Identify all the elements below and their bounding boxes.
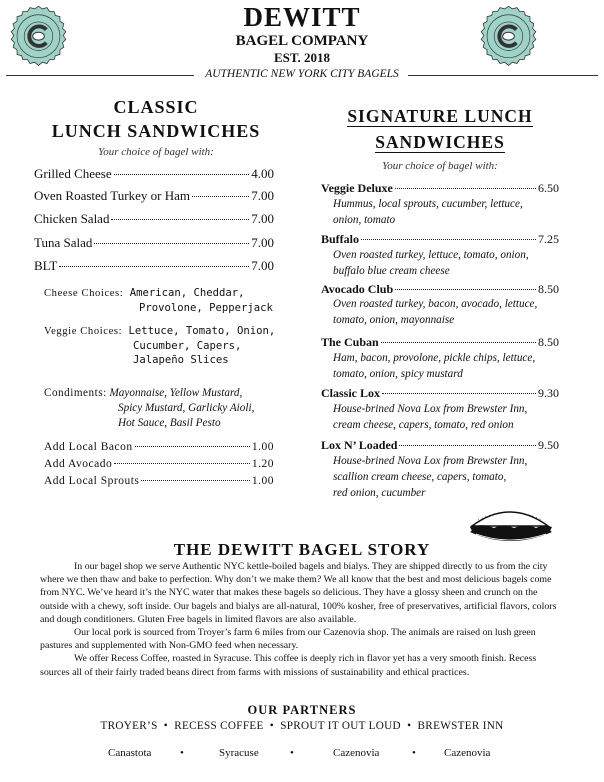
menu-item-price: 7.00: [251, 211, 274, 226]
brand-established: EST. 2018: [273, 50, 331, 65]
addon-item: Add Avocado 1.20: [44, 458, 274, 470]
bagel-sandwich-illustration: [464, 496, 556, 546]
signature-title-line2: SANDWICHES: [375, 132, 505, 152]
menu-item-name: Chicken Salad: [34, 211, 110, 226]
menu-item-description: House-brined Nova Lox from Brewster Inn, scallion cream cheese, capers, tomato, red onion, cucumber: [333, 455, 528, 499]
cheese-choices-label: Cheese Choices:: [44, 288, 124, 299]
veggie-choices-label: Veggie Choices:: [44, 326, 123, 337]
brand-company: BAGEL COMPANY: [235, 33, 369, 49]
classic-subtitle: Your choice of bagel with:: [98, 146, 214, 158]
partner-name: TROYER’S: [100, 720, 158, 732]
menu-item: [34, 258, 274, 274]
menu-item-price: 7.00: [251, 188, 274, 203]
menu-item-name: BLT: [34, 258, 58, 273]
menu-item-name: Tuna Salad: [34, 235, 93, 250]
menu-item-price: 7.00: [251, 258, 274, 273]
menu-item-description: Oven roasted turkey, bacon, avocado, lettuce, tomato, onion, mayonnaise: [333, 298, 538, 326]
story-paragraph: We offer Recess Coffee, roasted in Syracuse. This coffee is deeply rich in flavor yet has a very smooth finish. Recess sources all of their fairly traded beans direct from farms with missions of sustainability and ethical practices.: [40, 653, 537, 678]
partner-location: Cazenovia: [444, 747, 491, 759]
menu-item-description: Oven roasted turkey, lettuce, tomato, onion, buffalo blue cream cheese: [333, 249, 529, 277]
menu-item: Veggie Deluxe 6.50: [321, 181, 559, 195]
menu-item: [34, 235, 274, 251]
classic-title-line1: CLASSIC: [113, 97, 199, 117]
signature-title-line1: SIGNATURE LUNCH: [347, 106, 533, 126]
condiments-label: Condiments:: [44, 387, 107, 399]
menu-item-price: 4.00: [251, 166, 274, 181]
menu-item-description: House-brined Nova Lox from Brewster Inn, cream cheese, capers, tomato, red onion: [333, 403, 528, 431]
menu-item: Buffalo 7.25: [321, 232, 559, 246]
menu-item-description: Ham, bacon, provolone, pickle chips, lettuce, tomato, onion, spicy mustard: [333, 352, 536, 380]
story-title: THE DEWITT BAGEL STORY: [173, 540, 431, 559]
menu-item-name: Grilled Cheese: [34, 166, 112, 181]
addon-item: Add Local Bacon 1.00: [44, 441, 274, 453]
partner-location: Canastota: [108, 747, 152, 759]
bullet-separator: •: [180, 747, 184, 759]
menu-item-description: Hummus, local sprouts, cucumber, lettuce, onion, tomato: [333, 198, 523, 226]
partners-title: OUR PARTNERS: [247, 703, 357, 717]
tagline: AUTHENTIC NEW YORK CITY BAGELS: [205, 68, 399, 80]
signature-subtitle: Your choice of bagel with:: [382, 160, 498, 172]
story-paragraph: Our local pork is sourced from Troyer’s farm 6 miles from our Cazenovia shop. The animals are raised on lush green pastures and supplemented with Non-GMO feed when necessary.: [40, 627, 536, 652]
addon-item: Add Local Sprouts 1.00: [44, 475, 274, 487]
story-body: [40, 560, 564, 679]
menu-item: Classic Lox 9.30: [321, 386, 559, 400]
menu-item-price: 7.00: [251, 235, 274, 250]
story-paragraph: In our bagel shop we serve Authentic NYC kettle-boiled bagels and bialys. They are shipped directly to us from the city where we then thaw and bake to perfection. Why don’t we make them? We all know that the best and most delicious bagels come from NYC. We’ve heard it’s the NYC water that makes these bagels so delicious. They have a glossy sheen and crunch on the outside with a chewy, soft inside. Our bagels and bialys are all-natural, 100% kosher, free of preservatives, artificial flavors, colors and dough conditioners. Gluten Free bagels in limited flavors are also available.: [40, 561, 557, 625]
menu-item-name: Oven Roasted Turkey or Ham: [34, 188, 190, 203]
brand-name: DEWITT: [243, 2, 361, 32]
bullet-separator: •: [412, 747, 416, 759]
menu-item: [34, 211, 274, 227]
partner-name: BREWSTER INN: [417, 720, 504, 732]
bullet-separator: •: [290, 747, 294, 759]
menu-item: The Cuban 8.50: [321, 335, 559, 349]
menu-item: Lox N’ Loaded 9.50: [321, 438, 559, 452]
veggie-choices: Veggie Choices: Lettuce, Tomato, Onion, Cucumber, Capers, Jalapeño Slices: [44, 325, 276, 366]
menu-item: [34, 188, 274, 204]
menu-item: [34, 166, 274, 182]
partner-location: Cazenovia: [333, 747, 380, 759]
partner-name: RECESS COFFEE: [174, 720, 264, 732]
partners-list: TROYER’S • RECESS COFFEE • SPROUT IT OUT LOUD • BREWSTER INN: [100, 720, 504, 732]
condiments: Condiments: Mayonnaise, Yellow Mustard, Spicy Mustard, Garlicky Aioli, Hot Sauce, Basil Pesto: [44, 387, 255, 429]
classic-title-line2: LUNCH SANDWICHES: [51, 121, 261, 141]
menu-item: Avocado Club 8.50: [321, 282, 559, 296]
cheese-choices: Cheese Choices: American, Cheddar, Provolone, Pepperjack: [44, 287, 273, 314]
partner-name: SPROUT IT OUT LOUD: [280, 720, 401, 732]
partner-location: Syracuse: [219, 747, 259, 759]
